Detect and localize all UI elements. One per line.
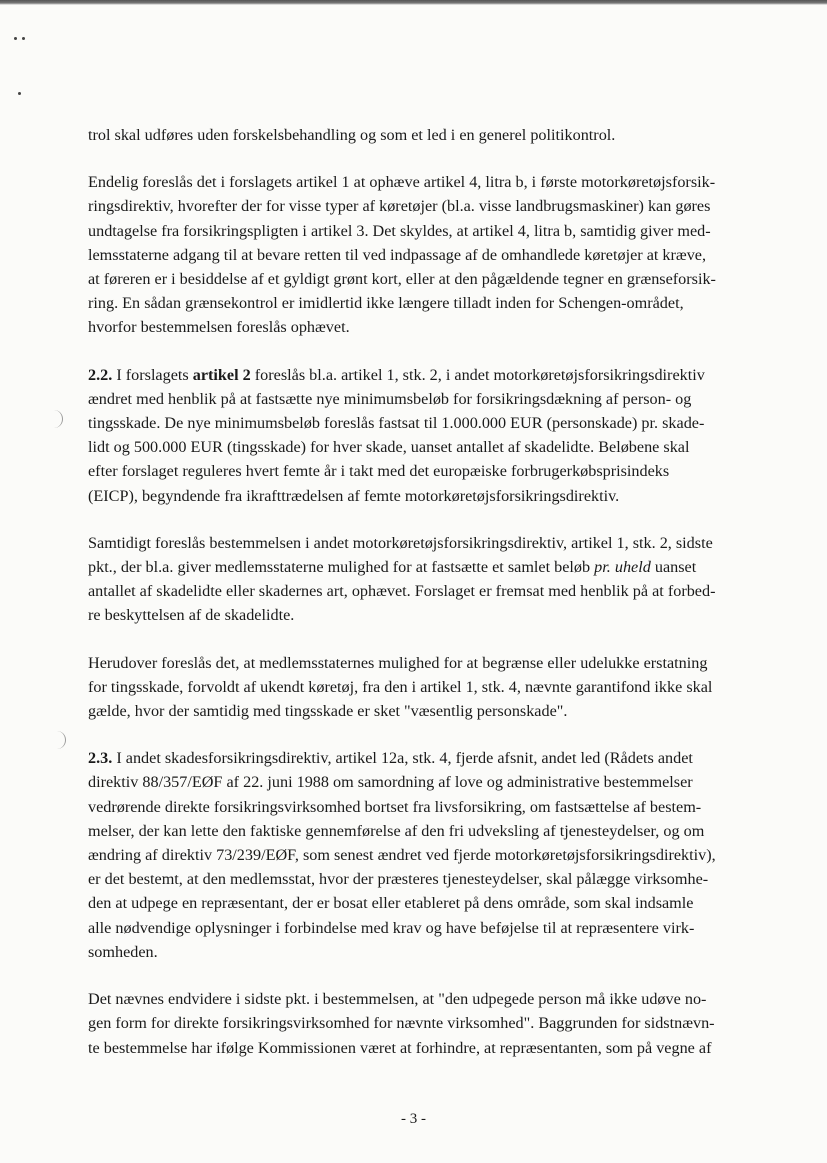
text-line (88, 126, 615, 144)
paragraph-gap (88, 964, 740, 987)
text-run: melser, der kan lette den faktiske gennemførelse af den fri udveksling af tjenesteydelser, og om (88, 821, 705, 840)
text-run: lidt og 500.000 EUR (tingsskade) for hver skade, uanset antallet af skadelidte. Beløbene skal (88, 438, 690, 457)
text-line (88, 822, 704, 840)
paragraph-gap (88, 147, 740, 170)
text-run: antallet af skadelidte eller skadernes art, ophævet. Forslaget er fremsat med henblik på at forbed- (88, 582, 716, 601)
text-run: Samtidigt foreslås bestemmelsen i andet motorkøretøjsforsikringsdirektiv, artikel 1, stk. 2, sidste (88, 533, 713, 552)
text-line (88, 366, 705, 384)
text-line (88, 487, 619, 505)
scan-edge-mark (52, 410, 63, 428)
text-line (88, 558, 696, 576)
text-line (88, 438, 689, 456)
text-line (88, 197, 710, 215)
text-line (88, 943, 158, 961)
text-run: vedrørende direkte forsikringsvirksomhed bortset fra livsforsikring, om fastsættelse af bestem- (88, 797, 702, 816)
italic-text: pr. uheld (594, 558, 651, 577)
paragraph (88, 363, 740, 508)
text-run: I forslagets (112, 365, 193, 384)
text-line (88, 318, 350, 336)
text-run: trol skal udføres uden forskelsbehandling og som et led i en generel politikontrol. (88, 126, 616, 144)
paragraph (88, 651, 740, 724)
text-line (88, 990, 706, 1008)
text-line (88, 702, 567, 720)
scan-speck (22, 37, 25, 40)
text-run: (EICP), begyndende fra ikrafttrædelsen af femte motorkøretøjsforsikringsdirektiv. (88, 486, 620, 505)
text-run: lemsstaterne adgang til at bevare retten til ved indpassage af de omhandlede køretøjer at kræve, (88, 245, 707, 264)
text-run: uanset (650, 558, 697, 577)
text-line (88, 894, 693, 912)
text-line (88, 678, 712, 696)
text-line (88, 798, 701, 816)
paragraph-gap (88, 723, 740, 746)
scan-speck (18, 92, 21, 95)
text-run: re beskyttelsen af de skadelidte. (88, 606, 295, 625)
bold-text: 2.3. (88, 749, 113, 768)
paragraph-gap (88, 340, 740, 363)
text-run: undtagelse fra forsikringspligten i artikel 3. Det skyldes, at artikel 4, litra b, samtidig giver med- (88, 221, 711, 240)
text-line (88, 222, 711, 240)
text-run: den at udpege en repræsentant, der er bosat eller etableret på dens område, som skal indsamle (88, 894, 694, 913)
paragraph (88, 746, 740, 964)
text-run: somheden. (88, 942, 158, 961)
text-line (88, 919, 694, 937)
page-number: - 3 - (401, 1111, 426, 1127)
text-run: ring. En sådan grænsekontrol er imidlertid ikke længere tilladt inden for Schengen-området, (88, 294, 684, 313)
scan-speck (14, 37, 17, 40)
text-run: ændret med henblik på at fastsætte nye minimumsbeløb for forsikringsdækning af person- og (88, 389, 692, 408)
text-line (88, 654, 707, 672)
text-line (88, 173, 715, 191)
text-run: for tingsskade, forvoldt af ukendt køretøj, fra den i artikel 1, stk. 4, nævnte garantifond ikke skal (88, 677, 713, 696)
text-line (88, 1014, 715, 1032)
text-run: efter forslaget reguleres hvert femte år i takt med det europæiske forbrugerkøbsprisindeks (88, 462, 670, 481)
text-line (88, 390, 691, 408)
text-run: gen form for direkte forsikringsvirksomhed for nævnte virksomhed". Baggrunden for sidstnævn- (88, 1014, 715, 1033)
paragraph-gap (88, 628, 740, 651)
text-run: ringsdirektiv, hvorefter der for visse typer af køretøjer (bl.a. visse landbrugsmaskiner) kan gøres (88, 197, 711, 216)
text-run: te bestemmelse har ifølge Kommissionen været at forhindre, at repræsentanten, som på vegne af (88, 1038, 712, 1057)
text-line (88, 294, 684, 312)
text-run: hvorfor bestemmelsen foreslås ophævet. (88, 318, 350, 337)
text-run: Herudover foreslås det, at medlemsstaternes mulighed for at begrænse eller udelukke erstatning (88, 653, 708, 672)
bold-text: artikel 2 (192, 365, 251, 384)
text-run: alle nødvendige oplysninger i forbindelse med krav og have beføjelse til at repræsentere virk- (88, 918, 695, 937)
text-line (88, 1039, 711, 1057)
text-line (88, 846, 716, 864)
text-line (88, 246, 706, 264)
text-run: er det bestemt, at den medlemsstat, hvor der præsteres tjenesteydelser, skal pålægge virksomhe- (88, 870, 709, 889)
paragraph (88, 531, 740, 628)
paragraph (88, 170, 740, 339)
text-run: ændring af direktiv 73/239/EØF, som senest ændret ved fjerde motorkøretøjsforsikringsdirektiv), (88, 846, 716, 865)
text-line (88, 606, 294, 624)
scan-edge-mark (55, 731, 66, 749)
text-line (88, 749, 693, 767)
paragraph-gap (88, 508, 740, 531)
text-line (88, 270, 716, 288)
paragraph (88, 123, 740, 147)
bold-text: 2.2. (88, 365, 113, 384)
scan-top-border (0, 0, 827, 5)
text-line (88, 870, 708, 888)
text-line (88, 534, 713, 552)
text-run: tingsskade. De nye minimumsbeløb foreslås fastsat til 1.000.000 EUR (personskade) pr. skade- (88, 414, 705, 433)
document-body (88, 123, 740, 1060)
text-run: gælde, hvor der samtidig med tingsskade er sket "væsentlig personskade". (88, 702, 568, 721)
text-line (88, 462, 669, 480)
text-run: direktiv 88/357/EØF af 22. juni 1988 om samordning af love og administrative bestemmelser (88, 773, 693, 792)
text-run: at føreren er i besiddelse af et gyldigt grønt kort, eller at den pågældende tegner en grænseforsik- (88, 270, 716, 289)
paragraph (88, 987, 740, 1060)
text-line (88, 414, 704, 432)
text-run: Endelig foreslås det i forslagets artikel 1 at ophæve artikel 4, litra b, i første motorkøretøjsforsik- (88, 173, 716, 192)
text-run: Det nævnes endvidere i sidste pkt. i bestemmelsen, at "den udpegede person må ikke udøve no- (88, 990, 707, 1009)
text-line (88, 582, 715, 600)
text-run: I andet skadesforsikringsdirektiv, artikel 12a, stk. 4, fjerde afsnit, andet led (Rådets andet (112, 749, 693, 768)
text-run: foreslås bl.a. artikel 1, stk. 2, i andet motorkøretøjsforsikringsdirektiv (250, 365, 705, 384)
text-run: pkt., der bl.a. giver medlemsstaterne mulighed for at fastsætte et samlet beløb (88, 558, 595, 577)
text-line (88, 773, 693, 791)
